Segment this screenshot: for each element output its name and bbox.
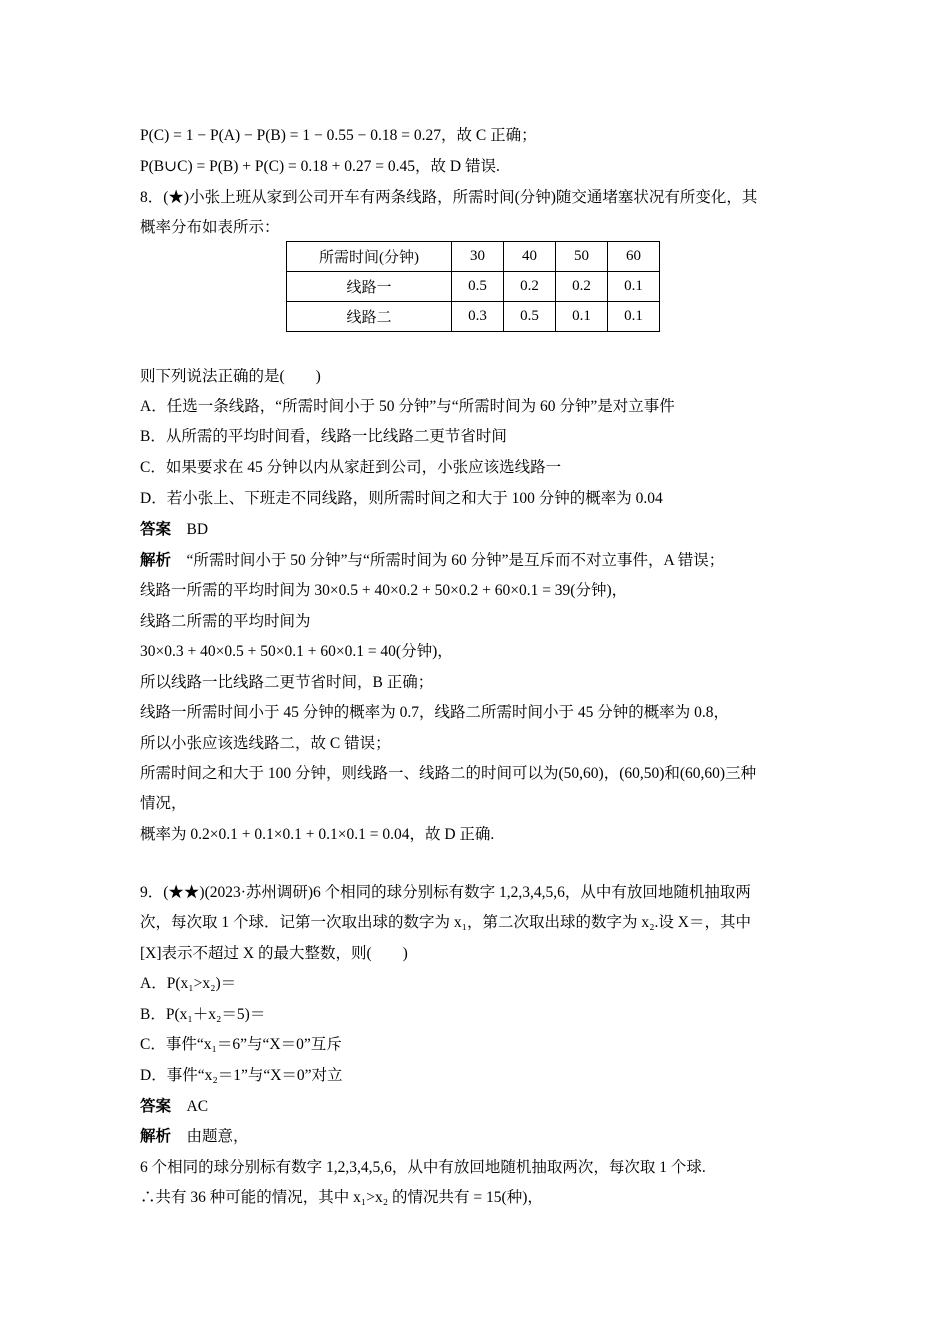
table-cell: 60 <box>608 242 660 272</box>
table-row <box>287 272 660 302</box>
analysis-line: 所需时间之和大于 100 分钟，则线路一、线路二的时间可以为(50,60)，(60,50)和(60,60)三种 <box>140 765 757 782</box>
table-cell: 线路一 <box>287 272 452 302</box>
analysis-line <box>140 551 724 571</box>
analysis-line: ∴共有 36 种可能的情况，其中 x₁>x₂ 的情况共有 = 15(种)， <box>140 1189 543 1206</box>
table-cell: 0.1 <box>608 272 660 302</box>
analysis-line: 所以线路一比线路二更节省时间，B 正确； <box>140 674 434 691</box>
table-cell: 0.1 <box>556 302 608 332</box>
analysis-line: 概率为 0.2×0.1 + 0.1×0.1 + 0.1×0.1 = 0.04，故 D 正确. <box>140 826 495 843</box>
table-cell: 线路二 <box>287 302 452 332</box>
analysis-line <box>140 1127 249 1147</box>
question-9-stem: [X]表示不超过 X 的最大整数，则( ) <box>140 945 408 962</box>
answer-label: 答案 <box>140 1098 172 1115</box>
table-cell: 0.3 <box>452 302 504 332</box>
text-line: P(C) = 1 − P(A) − P(B) = 1 − 0.55 − 0.18 = 0.27，故 C 正确； <box>140 127 537 144</box>
table-cell: 0.2 <box>556 272 608 302</box>
table-cell: 40 <box>504 242 556 272</box>
answer-line <box>140 520 208 540</box>
analysis-line: 所以小张应该选线路二，故 C 错误； <box>140 735 391 752</box>
analysis-text: “所需时间小于 50 分钟”与“所需时间为 60 分钟”是互斥而不对立事件，A 错误； <box>186 552 725 569</box>
table-cell: 30 <box>452 242 504 272</box>
analysis-label: 解析 <box>140 552 172 569</box>
answer-line <box>140 1097 208 1117</box>
table-cell: 0.5 <box>504 302 556 332</box>
option-c: C．如果要求在 45 分钟以内从家赶到公司，小张应该选线路一 <box>140 459 562 476</box>
analysis-label: 解析 <box>140 1128 172 1145</box>
analysis-line: 6 个相同的球分别标有数字 1,2,3,4,5,6，从中有放回地随机抽取两次，每次取 1 个球. <box>140 1159 706 1176</box>
option-a: A．任选一条线路，“所需时间小于 50 分钟”与“所需时间为 60 分钟”是对立事件 <box>140 398 675 415</box>
option-d: D．事件“x₂＝1”与“X＝0”对立 <box>140 1067 343 1084</box>
analysis-text: 由题意， <box>186 1128 249 1145</box>
question-8-stem: 概率分布如表所示： <box>140 219 280 236</box>
option-a: A．P(x₁>x₂)＝ <box>140 975 237 992</box>
question-8-ask: 则下列说法正确的是( ) <box>140 368 321 385</box>
analysis-line: 线路一所需的平均时间为 30×0.5 + 40×0.2 + 50×0.2 + 60×0.1 = 39(分钟)， <box>140 582 628 599</box>
analysis-line: 30×0.3 + 40×0.5 + 50×0.1 + 60×0.1 = 40(分钟)， <box>140 643 453 660</box>
text-line: P(B∪C) = P(B) + P(C) = 0.18 + 0.27 = 0.45，故 D 错误. <box>140 158 500 175</box>
table-cell: 所需时间(分钟) <box>287 242 452 272</box>
analysis-line: 情况， <box>140 795 187 812</box>
table-cell: 0.5 <box>452 272 504 302</box>
option-d: D．若小张上、下班走不同线路，则所需时间之和大于 100 分钟的概率为 0.04 <box>140 490 663 507</box>
answer-value: AC <box>186 1098 209 1115</box>
table-header-row <box>287 242 660 272</box>
option-c: C．事件“x₁＝6”与“X＝0”互斥 <box>140 1036 342 1053</box>
table-row <box>287 302 660 332</box>
table-cell: 0.1 <box>608 302 660 332</box>
analysis-line: 线路一所需时间小于 45 分钟的概率为 0.7，线路二所需时间小于 45 分钟的概率为 0.8， <box>140 704 730 721</box>
question-9-stem: 9．(★★)(2023·苏州调研)6 个相同的球分别标有数字 1,2,3,4,5,6，从中有放回地随机抽取两 <box>140 884 751 901</box>
analysis-line: 线路二所需的平均时间为 <box>140 613 311 630</box>
option-b: B．从所需的平均时间看，线路一比线路二更节省时间 <box>140 428 507 445</box>
answer-value: BD <box>186 521 209 538</box>
probability-table <box>286 241 660 332</box>
answer-label: 答案 <box>140 521 172 538</box>
option-b: B．P(x₁＋x₂＝5)＝ <box>140 1006 266 1023</box>
table-cell: 0.2 <box>504 272 556 302</box>
question-9-stem: 次，每次取 1 个球．记第一次取出球的数字为 x₁，第二次取出球的数字为 x₂.设 X＝，其中 <box>140 914 752 931</box>
table-cell: 50 <box>556 242 608 272</box>
question-8-stem: 8．(★)小张上班从家到公司开车有两条线路，所需时间(分钟)随交通堵塞状况有所变化，其 <box>140 189 758 206</box>
